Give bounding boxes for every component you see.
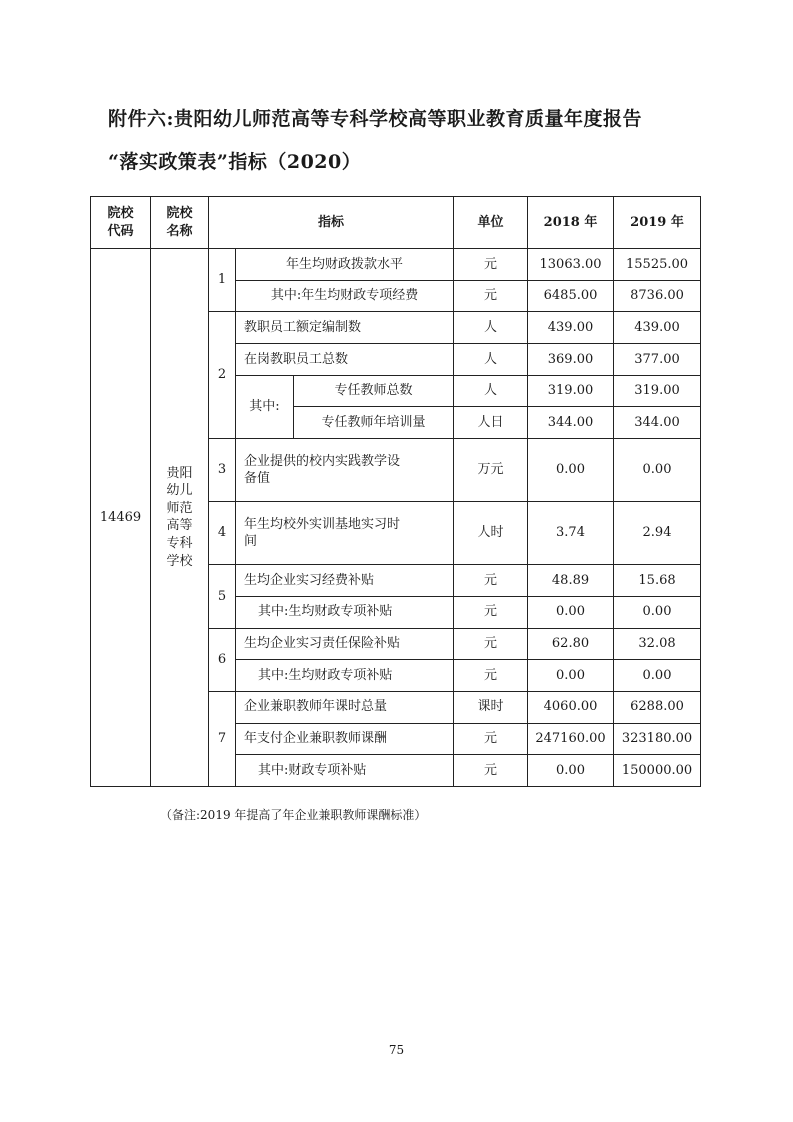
value-2018: 48.89 xyxy=(528,565,614,597)
value-2019: 15525.00 xyxy=(614,249,701,281)
unit-cell: 元 xyxy=(454,723,528,755)
indicator-label: 生均企业实习经费补贴 xyxy=(236,565,454,597)
value-2019: 344.00 xyxy=(614,407,701,439)
value-2018: 3.74 xyxy=(528,502,614,565)
indicator-label: 企业提供的校内实践教学设 备值 xyxy=(236,439,454,502)
indicator-label: 年支付企业兼职教师课酬 xyxy=(236,723,454,755)
value-2019: 439.00 xyxy=(614,312,701,344)
group-number: 6 xyxy=(209,628,236,691)
indicator-label: 其中:生均财政专项补贴 xyxy=(236,660,454,692)
header-school-name: 院校 名称 xyxy=(151,197,209,249)
value-2018: 439.00 xyxy=(528,312,614,344)
value-2019: 0.00 xyxy=(614,596,701,628)
unit-cell: 元 xyxy=(454,280,528,312)
header-2019: 2019 年 xyxy=(614,197,701,249)
value-2019: 0.00 xyxy=(614,439,701,502)
value-2019: 32.08 xyxy=(614,628,701,660)
report-subtitle: “落实政策表”指标（2020） xyxy=(108,151,362,173)
unit-cell: 人 xyxy=(454,375,528,407)
value-2018: 344.00 xyxy=(528,407,614,439)
value-2018: 369.00 xyxy=(528,344,614,376)
footnote: （备注:2019 年提高了年企业兼职教师课酬标准） xyxy=(160,808,427,822)
table-row xyxy=(91,249,701,281)
school-code-cell: 14469 xyxy=(91,249,151,787)
group-number: 7 xyxy=(209,691,236,786)
group-number: 2 xyxy=(209,312,236,439)
unit-cell: 元 xyxy=(454,660,528,692)
indicator-label: 在岗教职员工总数 xyxy=(236,344,454,376)
page-number: 75 xyxy=(388,1043,405,1057)
header-unit: 单位 xyxy=(454,197,528,249)
indicator-label: 专任教师总数 xyxy=(294,375,454,407)
unit-cell: 人 xyxy=(454,344,528,376)
indicator-label: 企业兼职教师年课时总量 xyxy=(236,691,454,723)
value-2019: 2.94 xyxy=(614,502,701,565)
value-2018: 62.80 xyxy=(528,628,614,660)
unit-cell: 元 xyxy=(454,628,528,660)
value-2018: 13063.00 xyxy=(528,249,614,281)
policy-table xyxy=(90,196,701,787)
group-number: 5 xyxy=(209,565,236,628)
value-2019: 323180.00 xyxy=(614,723,701,755)
value-2018: 4060.00 xyxy=(528,691,614,723)
header-2018: 2018 年 xyxy=(528,197,614,249)
unit-cell: 课时 xyxy=(454,691,528,723)
indicator-label: 其中:生均财政专项补贴 xyxy=(236,596,454,628)
group-number: 3 xyxy=(209,439,236,502)
value-2019: 0.00 xyxy=(614,660,701,692)
unit-cell: 人 xyxy=(454,312,528,344)
value-2018: 0.00 xyxy=(528,439,614,502)
value-2019: 8736.00 xyxy=(614,280,701,312)
indicator-label: 其中:年生均财政专项经费 xyxy=(236,280,454,312)
value-2019: 150000.00 xyxy=(614,755,701,787)
unit-cell: 万元 xyxy=(454,439,528,502)
sub-label: 其中: xyxy=(236,375,294,438)
group-number: 4 xyxy=(209,502,236,565)
report-title: 附件六:贵阳幼儿师范高等专科学校高等职业教育质量年度报告 xyxy=(108,108,643,130)
indicator-label: 生均企业实习责任保险补贴 xyxy=(236,628,454,660)
header-row xyxy=(91,197,701,249)
value-2019: 6288.00 xyxy=(614,691,701,723)
group-number: 1 xyxy=(209,249,236,312)
header-indicator: 指标 xyxy=(209,197,454,249)
indicator-label: 其中:财政专项补贴 xyxy=(236,755,454,787)
value-2018: 0.00 xyxy=(528,660,614,692)
unit-cell: 人日 xyxy=(454,407,528,439)
value-2018: 0.00 xyxy=(528,755,614,787)
indicator-label: 年生均财政拨款水平 xyxy=(236,249,454,281)
value-2018: 0.00 xyxy=(528,596,614,628)
school-name-cell: 贵阳 幼儿 师范 高等 专科 学校 xyxy=(151,249,209,787)
value-2018: 6485.00 xyxy=(528,280,614,312)
unit-cell: 元 xyxy=(454,249,528,281)
indicator-label: 专任教师年培训量 xyxy=(294,407,454,439)
indicator-label: 年生均校外实训基地实习时 间 xyxy=(236,502,454,565)
unit-cell: 元 xyxy=(454,565,528,597)
unit-cell: 元 xyxy=(454,596,528,628)
header-school-code: 院校 代码 xyxy=(91,197,151,249)
value-2019: 15.68 xyxy=(614,565,701,597)
value-2018: 319.00 xyxy=(528,375,614,407)
indicator-label: 教职员工额定编制数 xyxy=(236,312,454,344)
value-2019: 377.00 xyxy=(614,344,701,376)
value-2019: 319.00 xyxy=(614,375,701,407)
unit-cell: 元 xyxy=(454,755,528,787)
value-2018: 247160.00 xyxy=(528,723,614,755)
unit-cell: 人时 xyxy=(454,502,528,565)
